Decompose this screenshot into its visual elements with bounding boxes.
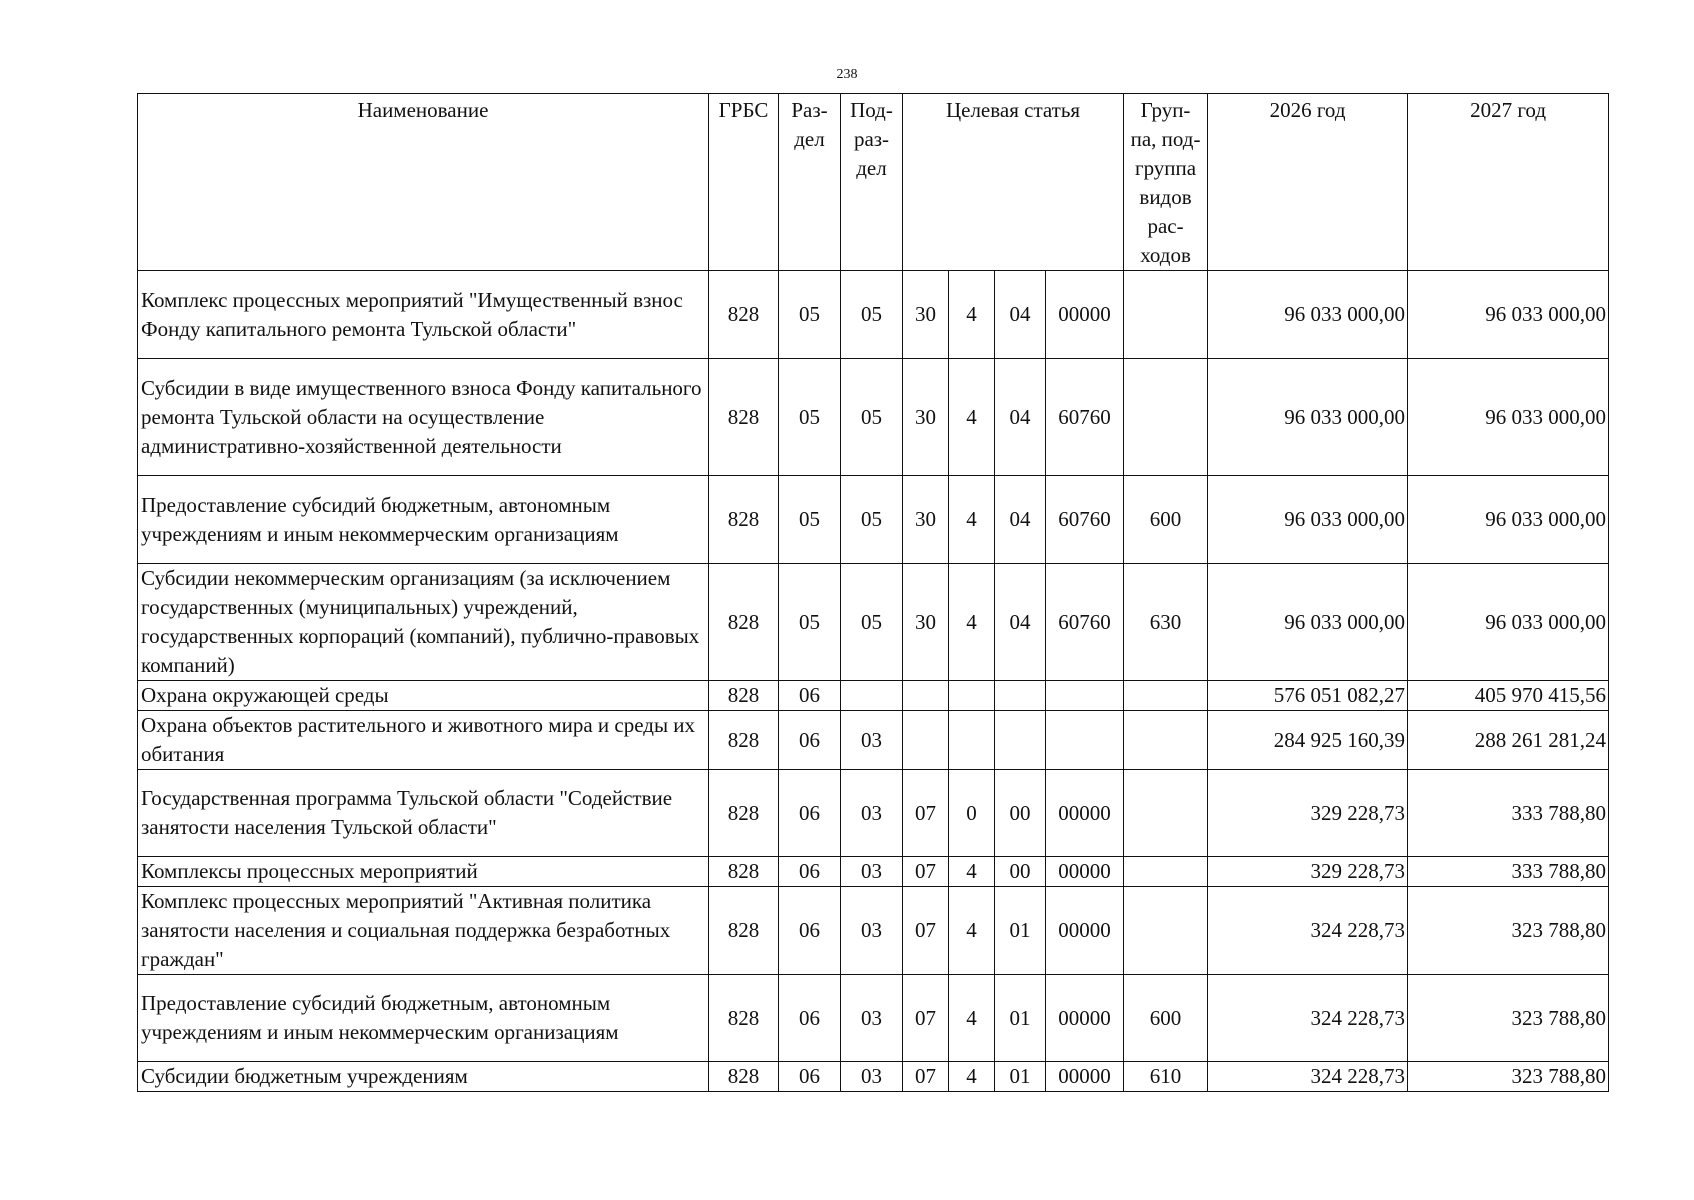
row-target-direction	[1046, 681, 1124, 711]
row-target-type: 4	[949, 1062, 995, 1092]
row-razdel: 06	[779, 1062, 841, 1092]
row-name: Комплексы процессных мероприятий	[138, 857, 709, 887]
row-target-type: 4	[949, 975, 995, 1062]
row-razdel: 06	[779, 857, 841, 887]
row-name: Комплекс процессных мероприятий "Имущественный взнос Фонду капитального ремонта Тульской области"	[138, 271, 709, 359]
row-group	[1124, 271, 1208, 359]
row-podrazdel	[841, 681, 903, 711]
table-row	[138, 1062, 1609, 1092]
row-target-type: 4	[949, 476, 995, 564]
row-group: 610	[1124, 1062, 1208, 1092]
row-target-program: 07	[903, 857, 949, 887]
table-row	[138, 476, 1609, 564]
row-target-direction: 00000	[1046, 887, 1124, 975]
row-grbs: 828	[709, 681, 779, 711]
row-amount-2027: 323 788,80	[1408, 1062, 1609, 1092]
row-target-sub: 04	[995, 564, 1046, 681]
row-podrazdel: 03	[841, 887, 903, 975]
row-target-program: 07	[903, 1062, 949, 1092]
row-razdel: 05	[779, 564, 841, 681]
row-amount-2026: 284 925 160,39	[1208, 711, 1408, 770]
row-group: 630	[1124, 564, 1208, 681]
row-target-direction: 60760	[1046, 564, 1124, 681]
row-target-type: 4	[949, 887, 995, 975]
row-podrazdel: 03	[841, 1062, 903, 1092]
row-target-direction: 00000	[1046, 975, 1124, 1062]
row-group: 600	[1124, 476, 1208, 564]
table-row	[138, 770, 1609, 857]
row-amount-2027: 333 788,80	[1408, 770, 1609, 857]
row-target-direction: 00000	[1046, 1062, 1124, 1092]
row-grbs: 828	[709, 564, 779, 681]
row-amount-2027: 333 788,80	[1408, 857, 1609, 887]
row-target-program: 30	[903, 564, 949, 681]
row-name: Предоставление субсидий бюджетным, автономным учреждениям и иным некоммерческим организациям	[138, 975, 709, 1062]
row-amount-2027: 323 788,80	[1408, 887, 1609, 975]
row-target-type: 4	[949, 359, 995, 476]
row-amount-2026: 576 051 082,27	[1208, 681, 1408, 711]
row-amount-2026: 324 228,73	[1208, 887, 1408, 975]
row-target-program: 30	[903, 476, 949, 564]
row-grbs: 828	[709, 359, 779, 476]
row-target-program	[903, 681, 949, 711]
row-amount-2026: 96 033 000,00	[1208, 564, 1408, 681]
row-name: Охрана окружающей среды	[138, 681, 709, 711]
row-group	[1124, 857, 1208, 887]
row-target-sub: 00	[995, 857, 1046, 887]
row-target-sub: 00	[995, 770, 1046, 857]
row-grbs: 828	[709, 1062, 779, 1092]
row-razdel: 06	[779, 887, 841, 975]
row-razdel: 06	[779, 770, 841, 857]
header-razdel: Раз- дел	[779, 94, 841, 271]
row-grbs: 828	[709, 887, 779, 975]
row-podrazdel: 03	[841, 770, 903, 857]
row-target-direction	[1046, 711, 1124, 770]
row-target-program: 07	[903, 770, 949, 857]
row-name: Охрана объектов растительного и животного мира и среды их обитания	[138, 711, 709, 770]
row-name: Предоставление субсидий бюджетным, автономным учреждениям и иным некоммерческим организациям	[138, 476, 709, 564]
row-target-program	[903, 711, 949, 770]
row-target-direction: 00000	[1046, 271, 1124, 359]
row-target-program: 30	[903, 271, 949, 359]
table-row	[138, 681, 1609, 711]
row-target-program: 30	[903, 359, 949, 476]
table-row	[138, 711, 1609, 770]
row-target-type: 0	[949, 770, 995, 857]
row-name: Субсидии бюджетным учреждениям	[138, 1062, 709, 1092]
page-number: 238	[836, 67, 858, 82]
row-target-sub: 04	[995, 271, 1046, 359]
row-group	[1124, 770, 1208, 857]
table-row	[138, 887, 1609, 975]
row-amount-2027: 96 033 000,00	[1408, 271, 1609, 359]
row-podrazdel: 05	[841, 564, 903, 681]
row-target-sub	[995, 711, 1046, 770]
table-row	[138, 564, 1609, 681]
row-target-direction: 00000	[1046, 857, 1124, 887]
row-razdel: 06	[779, 711, 841, 770]
row-amount-2027: 96 033 000,00	[1408, 359, 1609, 476]
row-target-direction: 60760	[1046, 359, 1124, 476]
row-group	[1124, 711, 1208, 770]
row-podrazdel: 03	[841, 711, 903, 770]
row-amount-2026: 96 033 000,00	[1208, 271, 1408, 359]
row-target-type: 4	[949, 271, 995, 359]
header-grbs: ГРБС	[709, 94, 779, 271]
row-target-sub	[995, 681, 1046, 711]
row-grbs: 828	[709, 271, 779, 359]
table-header-row	[138, 94, 1609, 271]
header-group: Груп- па, под- группа видов рас- ходов	[1124, 94, 1208, 271]
row-target-type: 4	[949, 564, 995, 681]
row-group	[1124, 359, 1208, 476]
header-name: Наименование	[138, 94, 709, 271]
row-podrazdel: 05	[841, 359, 903, 476]
row-amount-2026: 329 228,73	[1208, 857, 1408, 887]
row-target-direction: 60760	[1046, 476, 1124, 564]
table-row	[138, 359, 1609, 476]
table-row	[138, 857, 1609, 887]
row-grbs: 828	[709, 975, 779, 1062]
header-podrazdel: Под- раз- дел	[841, 94, 903, 271]
row-target-type: 4	[949, 857, 995, 887]
row-target-program: 07	[903, 975, 949, 1062]
row-target-sub: 04	[995, 359, 1046, 476]
row-podrazdel: 05	[841, 476, 903, 564]
row-target-direction: 00000	[1046, 770, 1124, 857]
budget-table	[137, 93, 1609, 1092]
row-target-sub: 01	[995, 1062, 1046, 1092]
row-name: Государственная программа Тульской области "Содействие занятости населения Тульской области"	[138, 770, 709, 857]
row-target-type	[949, 681, 995, 711]
row-razdel: 06	[779, 975, 841, 1062]
row-amount-2027: 96 033 000,00	[1408, 476, 1609, 564]
row-target-sub: 04	[995, 476, 1046, 564]
header-target-article: Целевая статья	[903, 94, 1124, 271]
row-amount-2026: 324 228,73	[1208, 1062, 1408, 1092]
row-amount-2026: 324 228,73	[1208, 975, 1408, 1062]
row-razdel: 06	[779, 681, 841, 711]
header-year-2027: 2027 год	[1408, 94, 1609, 271]
table-row	[138, 975, 1609, 1062]
row-razdel: 05	[779, 271, 841, 359]
header-year-2026: 2026 год	[1208, 94, 1408, 271]
row-group	[1124, 681, 1208, 711]
row-amount-2027: 96 033 000,00	[1408, 564, 1609, 681]
row-podrazdel: 03	[841, 857, 903, 887]
row-grbs: 828	[709, 770, 779, 857]
row-target-sub: 01	[995, 887, 1046, 975]
row-grbs: 828	[709, 476, 779, 564]
row-razdel: 05	[779, 476, 841, 564]
row-name: Субсидии в виде имущественного взноса Фонду капитального ремонта Тульской области на осуществление административно-хозяйственной деятельности	[138, 359, 709, 476]
row-razdel: 05	[779, 359, 841, 476]
row-name: Комплекс процессных мероприятий "Активная политика занятости населения и социальная поддержка безработных граждан"	[138, 887, 709, 975]
row-amount-2027: 323 788,80	[1408, 975, 1609, 1062]
row-amount-2027: 288 261 281,24	[1408, 711, 1609, 770]
row-name: Субсидии некоммерческим организациям (за исключением государственных (муниципальных) учреждений, государственных корпораций (компаний), публично-правовых компаний)	[138, 564, 709, 681]
row-target-type	[949, 711, 995, 770]
table-row	[138, 271, 1609, 359]
row-target-program: 07	[903, 887, 949, 975]
row-amount-2026: 329 228,73	[1208, 770, 1408, 857]
row-podrazdel: 05	[841, 271, 903, 359]
row-group: 600	[1124, 975, 1208, 1062]
row-podrazdel: 03	[841, 975, 903, 1062]
row-amount-2026: 96 033 000,00	[1208, 476, 1408, 564]
row-amount-2027: 405 970 415,56	[1408, 681, 1609, 711]
row-group	[1124, 887, 1208, 975]
row-grbs: 828	[709, 857, 779, 887]
row-amount-2026: 96 033 000,00	[1208, 359, 1408, 476]
row-target-sub: 01	[995, 975, 1046, 1062]
row-grbs: 828	[709, 711, 779, 770]
